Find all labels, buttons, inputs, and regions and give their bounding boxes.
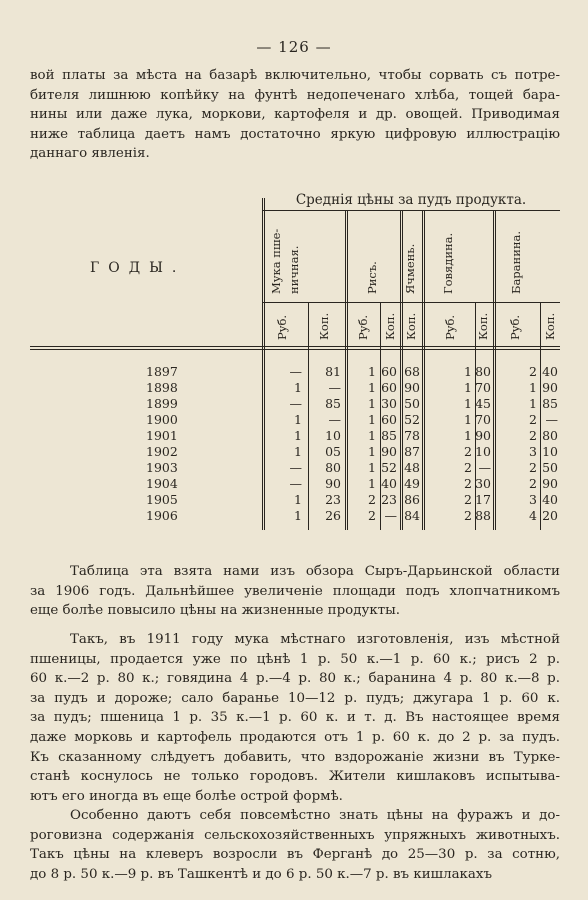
text-line: ниже таблица даетъ намъ достаточно яркую цифровую иллюстрацію	[30, 126, 560, 142]
price-cell: 26	[325, 508, 341, 523]
price-cell: 1	[294, 508, 302, 523]
table-rule	[262, 302, 560, 303]
column-header-barley: Ячмень.	[403, 243, 417, 294]
price-cell: 1	[368, 460, 376, 475]
unit-label: Коп.	[404, 312, 418, 340]
price-cell: 1	[294, 412, 302, 427]
text-line: даже морковь и картофель продаются отъ 1 р. 60 к. до 2 р. за пудъ.	[30, 729, 560, 745]
price-cell: —	[328, 412, 341, 427]
price-cell: 40	[381, 476, 397, 491]
text-line: роговизна содержанія сельскохозяйственныхъ упряжныхъ животныхъ.	[30, 827, 560, 843]
price-cell: 1	[464, 380, 472, 395]
price-cell: 45	[475, 396, 491, 411]
table-row	[30, 492, 560, 508]
column-header-mutton: Баранина.	[509, 230, 523, 294]
text-line: Таблица эта взята нами изъ обзора Сыръ-Дарьинской области	[70, 564, 560, 579]
text-line: 60 к.—2 р. 80 к.; говядина 4 р.—4 р. 80 к.; баранина 4 р. 80 к.—8 р.	[30, 671, 560, 687]
price-cell: 2	[464, 492, 472, 507]
year-cell: 1906	[146, 508, 178, 523]
table-row	[30, 428, 560, 444]
price-cell: 10	[542, 444, 558, 459]
price-cell: —	[289, 364, 302, 379]
table-row	[30, 380, 560, 396]
price-cell: —	[289, 460, 302, 475]
price-cell: 2	[529, 476, 537, 491]
price-cell: —	[545, 412, 558, 427]
table-row	[30, 412, 560, 428]
price-cell: 3	[529, 492, 537, 507]
table-rule	[30, 346, 560, 347]
price-cell: 1	[368, 444, 376, 459]
price-cell: 2	[464, 444, 472, 459]
price-cell: 4	[529, 508, 537, 523]
price-cell: 2	[464, 476, 472, 491]
table-row	[30, 508, 560, 524]
price-cell: 2	[368, 492, 376, 507]
table-rule	[262, 210, 560, 211]
price-cell: —	[289, 476, 302, 491]
text-line: станѣ коснулось не только городовъ. Жители кишлаковъ испытыва-	[30, 769, 560, 785]
price-table	[30, 190, 560, 535]
price-cell: 05	[325, 444, 341, 459]
price-cell: 1	[368, 412, 376, 427]
price-cell: 1	[294, 444, 302, 459]
text-line: еще болѣе повысило цѣны на жизненные продукты.	[30, 603, 401, 619]
price-cell: 2	[529, 460, 537, 475]
unit-label: Коп.	[317, 312, 331, 340]
price-cell: 1	[294, 492, 302, 507]
price-cell: 48	[404, 460, 420, 475]
price-cell: 1	[464, 428, 472, 443]
price-cell: 40	[542, 364, 558, 379]
unit-label: Руб.	[275, 314, 289, 340]
column-header-beef: Говядина.	[441, 232, 455, 294]
price-cell: 80	[325, 460, 341, 475]
price-cell: 1	[464, 364, 472, 379]
price-cell: 1	[464, 412, 472, 427]
text-line: Такъ цѣны на клеверъ возросли въ Ферганѣ до 25—30 р. за сотню,	[30, 847, 560, 863]
table-row	[30, 444, 560, 460]
paragraph-fodder	[30, 806, 560, 884]
table-row	[30, 396, 560, 412]
price-cell: 30	[381, 396, 397, 411]
text-line: даннаго явленія.	[30, 146, 150, 162]
price-cell: 60	[381, 380, 397, 395]
year-cell: 1904	[146, 476, 178, 491]
price-cell: 90	[404, 380, 420, 395]
paragraph-intro	[30, 66, 560, 164]
paragraph-source	[30, 562, 560, 621]
price-cell: 3	[529, 444, 537, 459]
text-line: бителя лишнюю копѣйку на фунтѣ недопеченаго хлѣба, тощей бара-	[30, 87, 560, 103]
price-cell: 90	[475, 428, 491, 443]
column-header-flour: Мука пше-	[269, 228, 283, 294]
price-cell: 90	[325, 476, 341, 491]
price-cell: 60	[381, 364, 397, 379]
price-cell: 68	[404, 364, 420, 379]
year-cell: 1902	[146, 444, 178, 459]
page-number: — 126 —	[256, 38, 332, 56]
price-cell: 1	[529, 396, 537, 411]
year-cell: 1900	[146, 412, 178, 427]
price-cell: 70	[475, 380, 491, 395]
price-cell: —	[478, 460, 491, 475]
price-cell: 85	[381, 428, 397, 443]
price-cell: 52	[404, 412, 420, 427]
text-line: до 8 р. 50 к.—9 р. въ Ташкентѣ и до 6 р. 50 к.—7 р. въ кишлакахъ	[30, 866, 492, 882]
price-cell: 1	[368, 476, 376, 491]
price-cell: 23	[381, 492, 397, 507]
table-row	[30, 476, 560, 492]
price-cell: 90	[381, 444, 397, 459]
price-cell: 80	[475, 364, 491, 379]
price-cell: 50	[404, 396, 420, 411]
text-line: Особенно даютъ себя повсемѣстно знать цѣны на фуражъ и до-	[70, 808, 560, 823]
paragraph-prices-1911	[30, 630, 560, 806]
year-cell: 1897	[146, 364, 178, 379]
unit-label: Руб.	[508, 314, 522, 340]
price-cell: 23	[325, 492, 341, 507]
table-row	[30, 364, 560, 380]
column-header-rice: Рисъ.	[365, 261, 379, 294]
table-title: Среднія цѣны за пудъ продукта.	[295, 192, 527, 208]
price-cell: 2	[529, 364, 537, 379]
price-cell: 84	[404, 508, 420, 523]
price-cell: 87	[404, 444, 420, 459]
price-cell: 81	[325, 364, 341, 379]
year-cell: 1901	[146, 428, 178, 443]
text-line: за пудъ; пшеница 1 р. 35 к.—1 р. 60 к. и т. д. Въ настоящее время	[30, 710, 560, 726]
price-cell: 78	[404, 428, 420, 443]
unit-label: Руб.	[356, 314, 370, 340]
text-line: Къ сказанному слѣдуетъ добавить, что вздорожаніе жизни въ Турке-	[30, 749, 560, 765]
text-line: за 1906 годъ. Дальнѣйшее увеличеніе площади подъ хлопчатникомъ	[30, 583, 560, 599]
price-cell: —	[289, 396, 302, 411]
price-cell: 20	[542, 508, 558, 523]
column-header-flour: ничная.	[287, 245, 301, 294]
year-cell: 1898	[146, 380, 178, 395]
year-cell: 1905	[146, 492, 178, 507]
price-cell: —	[384, 508, 397, 523]
price-cell: 70	[475, 412, 491, 427]
price-cell: 2	[464, 508, 472, 523]
text-line: вой платы за мѣста на базарѣ включительно, чтобы сорвать съ потре-	[30, 68, 560, 83]
price-cell: 17	[475, 492, 491, 507]
price-cell: 2	[529, 428, 537, 443]
years-header: ГОДЫ.	[90, 260, 186, 276]
price-cell: 85	[542, 396, 558, 411]
price-cell: 1	[529, 380, 537, 395]
price-cell: 30	[475, 476, 491, 491]
price-cell: 90	[542, 476, 558, 491]
price-cell: 2	[368, 508, 376, 523]
text-line: Такъ, въ 1911 году мука мѣстнаго изготовленія, изъ мѣстной	[70, 632, 560, 647]
unit-label: Коп.	[543, 312, 557, 340]
price-cell: 1	[368, 428, 376, 443]
text-line: за пудъ и дороже; сало баранье 10—12 р. пудъ; джугара 1 р. 60 к.	[30, 690, 560, 706]
price-cell: —	[328, 380, 341, 395]
year-cell: 1903	[146, 460, 178, 475]
price-cell: 10	[325, 428, 341, 443]
price-cell: 40	[542, 492, 558, 507]
unit-label: Руб.	[443, 314, 457, 340]
price-cell: 10	[475, 444, 491, 459]
price-cell: 49	[404, 476, 420, 491]
price-cell: 1	[368, 396, 376, 411]
table-rule	[30, 349, 560, 350]
unit-label: Коп.	[476, 312, 490, 340]
price-cell: 1	[368, 364, 376, 379]
price-cell: 86	[404, 492, 420, 507]
price-cell: 90	[542, 380, 558, 395]
price-cell: 88	[475, 508, 491, 523]
text-line: пшеницы, продается уже по цѣнѣ 1 р. 50 к.—1 р. 60 к.; рисъ 2 р.	[30, 651, 560, 667]
price-cell: 1	[294, 428, 302, 443]
price-cell: 1	[368, 380, 376, 395]
text-line: ютъ его иногда въ еще болѣе острой формѣ.	[30, 788, 343, 804]
price-cell: 1	[464, 396, 472, 411]
unit-label: Коп.	[383, 312, 397, 340]
text-line: нины или даже лука, моркови, картофеля и др. овощей. Приводимая	[30, 107, 560, 123]
price-cell: 2	[529, 412, 537, 427]
price-cell: 60	[381, 412, 397, 427]
year-cell: 1899	[146, 396, 178, 411]
price-cell: 80	[542, 428, 558, 443]
table-row	[30, 460, 560, 476]
price-cell: 2	[464, 460, 472, 475]
price-cell: 52	[381, 460, 397, 475]
price-cell: 1	[294, 380, 302, 395]
price-cell: 85	[325, 396, 341, 411]
price-cell: 50	[542, 460, 558, 475]
